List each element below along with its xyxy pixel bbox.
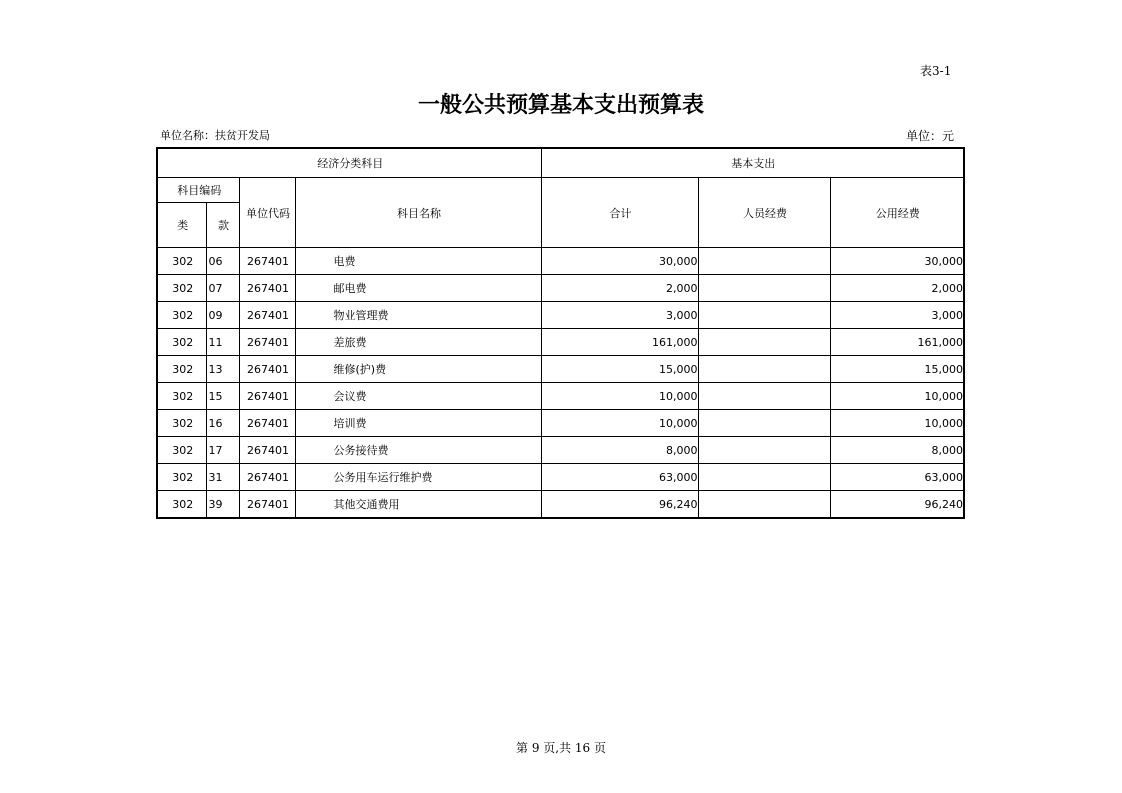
cell-total: 96,240	[541, 491, 698, 519]
cell-personnel	[698, 464, 830, 491]
personnel-header: 人员经费	[698, 178, 830, 248]
table-row	[157, 491, 964, 519]
cell-category: 302	[157, 383, 206, 410]
cell-item: 31	[206, 464, 239, 491]
cell-item: 16	[206, 410, 239, 437]
table-row	[157, 437, 964, 464]
cell-total: 10,000	[541, 383, 698, 410]
table-row	[157, 275, 964, 302]
cell-public: 2,000	[830, 275, 964, 302]
page-number: 第 9 页,共 16 页	[516, 741, 606, 755]
cell-personnel	[698, 248, 830, 275]
cell-category: 302	[157, 248, 206, 275]
cell-item: 17	[206, 437, 239, 464]
cell-total: 15,000	[541, 356, 698, 383]
cell-category: 302	[157, 410, 206, 437]
cell-item: 11	[206, 329, 239, 356]
table-row	[157, 383, 964, 410]
cell-total: 2,000	[541, 275, 698, 302]
header-row-2	[157, 178, 964, 203]
cell-unit-code: 267401	[239, 410, 295, 437]
subject-code-header: 科目编码	[157, 178, 239, 203]
cell-total: 8,000	[541, 437, 698, 464]
subject-name-header: 科目名称	[295, 178, 541, 248]
basic-expenditure-header: 基本支出	[541, 148, 964, 178]
cell-personnel	[698, 491, 830, 519]
cell-subject-name: 邮电费	[295, 275, 541, 302]
cell-personnel	[698, 410, 830, 437]
cell-unit-code: 267401	[239, 329, 295, 356]
cell-personnel	[698, 302, 830, 329]
page-title: 一般公共预算基本支出预算表	[417, 93, 704, 118]
cell-total: 3,000	[541, 302, 698, 329]
cell-item: 07	[206, 275, 239, 302]
currency-unit: 单位：元	[906, 129, 955, 143]
cell-item: 13	[206, 356, 239, 383]
cell-item: 15	[206, 383, 239, 410]
cell-personnel	[698, 329, 830, 356]
cell-total: 161,000	[541, 329, 698, 356]
cell-subject-name: 其他交通费用	[295, 491, 541, 519]
public-header: 公用经费	[830, 178, 964, 248]
table-row	[157, 356, 964, 383]
cell-subject-name: 公务用车运行维护费	[295, 464, 541, 491]
cell-public: 30,000	[830, 248, 964, 275]
header-row-1	[157, 148, 964, 178]
cell-category: 302	[157, 356, 206, 383]
cell-personnel	[698, 437, 830, 464]
cell-category: 302	[157, 437, 206, 464]
cell-public: 8,000	[830, 437, 964, 464]
cell-category: 302	[157, 329, 206, 356]
cell-total: 63,000	[541, 464, 698, 491]
budget-table	[156, 147, 965, 519]
cell-public: 10,000	[830, 383, 964, 410]
cell-subject-name: 物业管理费	[295, 302, 541, 329]
cell-subject-name: 差旅费	[295, 329, 541, 356]
total-header: 合计	[541, 178, 698, 248]
table-row	[157, 464, 964, 491]
table-row	[157, 329, 964, 356]
cell-subject-name: 培训费	[295, 410, 541, 437]
category-header: 类	[157, 203, 206, 248]
cell-public: 15,000	[830, 356, 964, 383]
cell-personnel	[698, 356, 830, 383]
cell-personnel	[698, 275, 830, 302]
cell-item: 39	[206, 491, 239, 519]
cell-category: 302	[157, 464, 206, 491]
table-row	[157, 248, 964, 275]
cell-public: 63,000	[830, 464, 964, 491]
cell-unit-code: 267401	[239, 302, 295, 329]
cell-unit-code: 267401	[239, 464, 295, 491]
econ-class-header: 经济分类科目	[157, 148, 541, 178]
table-row	[157, 410, 964, 437]
cell-category: 302	[157, 491, 206, 519]
cell-item: 09	[206, 302, 239, 329]
table-row	[157, 302, 964, 329]
cell-unit-code: 267401	[239, 356, 295, 383]
cell-subject-name: 维修(护)费	[295, 356, 541, 383]
cell-category: 302	[157, 302, 206, 329]
cell-unit-code: 267401	[239, 248, 295, 275]
table-number: 表3-1	[920, 64, 952, 78]
cell-unit-code: 267401	[239, 437, 295, 464]
cell-public: 96,240	[830, 491, 964, 519]
unit-code-header: 单位代码	[239, 178, 295, 248]
cell-subject-name: 公务接待费	[295, 437, 541, 464]
cell-total: 10,000	[541, 410, 698, 437]
cell-total: 30,000	[541, 248, 698, 275]
cell-public: 10,000	[830, 410, 964, 437]
item-header: 款	[206, 203, 239, 248]
cell-unit-code: 267401	[239, 275, 295, 302]
cell-public: 161,000	[830, 329, 964, 356]
cell-unit-code: 267401	[239, 383, 295, 410]
unit-name: 单位名称：扶贫开发局	[160, 129, 270, 142]
cell-item: 06	[206, 248, 239, 275]
cell-public: 3,000	[830, 302, 964, 329]
cell-subject-name: 电费	[295, 248, 541, 275]
cell-category: 302	[157, 275, 206, 302]
cell-subject-name: 会议费	[295, 383, 541, 410]
cell-unit-code: 267401	[239, 491, 295, 519]
cell-personnel	[698, 383, 830, 410]
